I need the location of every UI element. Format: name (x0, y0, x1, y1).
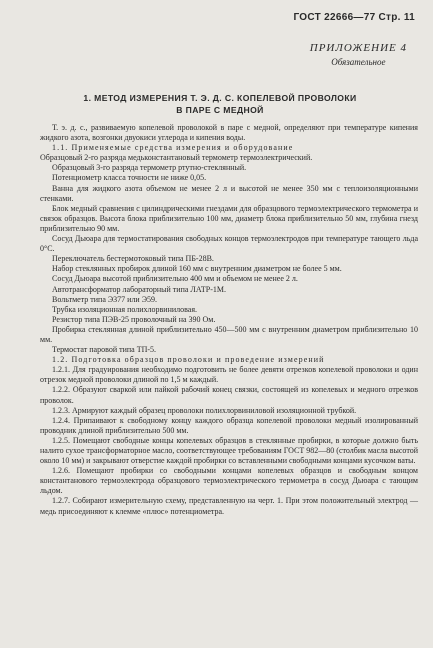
paragraph: 1.2.2. Образуют сваркой или пайкой рабочий конец связки, состоящей из копелевых и медного отрезков проволок. (40, 385, 418, 405)
section-heading-line-1: 1. МЕТОД ИЗМЕРЕНИЯ Т. Э. Д. С. КОПЕЛЕВОЙ ПРОВОЛОКИ (83, 93, 357, 103)
paragraph: 1.2.6. Помещают пробирки со свободными концами копелевых образцов и свободным концом константанового термоэлектрода образцового термоэлектрического термометра в сосуд Дьюара с тающим льдом. (40, 466, 418, 496)
page-header: ГОСТ 22666—77 Стр. 11 (293, 12, 415, 23)
paragraph: 1.2.4. Припаивают к свободному концу каждого образца копелевой проволоки медный изолированный проводник длиной приблизительно 500 мм. (40, 415, 418, 435)
paragraph: Резистор типа ПЭВ-25 проволочный на 390 Ом. (52, 314, 216, 324)
appendix-title: ПРИЛОЖЕНИЕ 4 (309, 42, 407, 54)
paragraph: Образцовый 2-го разряда медьконстантановый термометр термоэлектрический. (40, 153, 313, 163)
paragraph: Переключатель бестермотоковый типа ПБ-28В. (52, 254, 214, 264)
body-text (40, 123, 418, 517)
paragraph: Сосуд Дьюара высотой приблизительно 400 мм и объемом не менее 2 л. (52, 274, 298, 284)
paragraph: 1.2.7. Собирают измерительную схему, представленную на черт. 1. При этом положительный электрод — медь присоединяют к клемме «плюс» потенциометра. (40, 496, 418, 516)
subsection-heading: 1.2. Подготовка образцов проволоки и проведение измерений (52, 355, 325, 365)
paragraph: Набор стеклянных пробирок длиной 160 мм с внутренним диаметром не более 5 мм. (52, 264, 342, 274)
subsection-heading: 1.1. Применяемые средства измерения и оборудование (52, 143, 294, 153)
paragraph: Трубка изоляционная полихлорвиниловая. (52, 304, 198, 314)
paragraph: 1.2.5. Помещают свободные концы копелевых образцов в стеклянные пробирки, в которые должно быть налито сухое трансформаторное масло, соответствующее требованиям ГОСТ 982—80 (столбик масла высотой около 10 мм) и закрывают отверстие каждой пробирки со вставленными свободными концами кусочком ваты. (40, 435, 418, 466)
section-heading-line-2: В ПАРЕ С МЕДНОЙ (176, 105, 264, 115)
paragraph: Термостат паровой типа ТП-5. (52, 345, 157, 355)
paragraph: Вольтметр типа Э377 или Э59. (52, 294, 157, 304)
paragraph: Т. э. д. с., развиваемую копелевой проволокой в паре с медной, определяют при температуре кипения жидкого азота, возгонки двуокиси углерода и кипения воды. (40, 123, 418, 143)
paragraph: Пробирка стеклянная длиной приблизительно 450—500 мм с внутренним диаметром приблизительно 10 мм. (40, 324, 418, 344)
paragraph: Потенциометр класса точности не ниже 0,05. (52, 173, 207, 183)
paragraph: 1.2.1. Для градуирования необходимо подготовить не более девяти отрезков копелевой проволоки и один отрезок медной проволоки длиной по 1,5 м каждый. (40, 365, 418, 385)
paragraph: 1.2.3. Армируют каждый образец проволоки полихлорвиниловой изоляционной трубкой. (52, 405, 357, 415)
paragraph: Блок медный сравнения с цилиндрическими гнездами для образцового термоэлектрического термометра и связок образцов. Высота блока приблизительно 100 мм, диаметр блока приблизительно 50 мм, глубина гнезд приблизительно 90 мм. (40, 203, 418, 233)
paragraph: Ванна для жидкого азота объемом не менее 2 л и высотой не менее 350 мм с теплоизоляционными стенками. (40, 183, 418, 203)
section-heading (40, 92, 400, 116)
paragraph: Образцовый 3-го разряда термометр ртутно-стеклянный. (52, 163, 247, 173)
paragraph: Автотрансформатор лабораторный типа ЛАТР-1М. (52, 284, 227, 294)
appendix-subtitle: Обязательное (331, 57, 386, 67)
paragraph: Сосуд Дьюара для термостатирования свободных концов термоэлектродов при температуре тающего льда 0°С. (40, 234, 418, 254)
appendix-label (310, 42, 407, 67)
